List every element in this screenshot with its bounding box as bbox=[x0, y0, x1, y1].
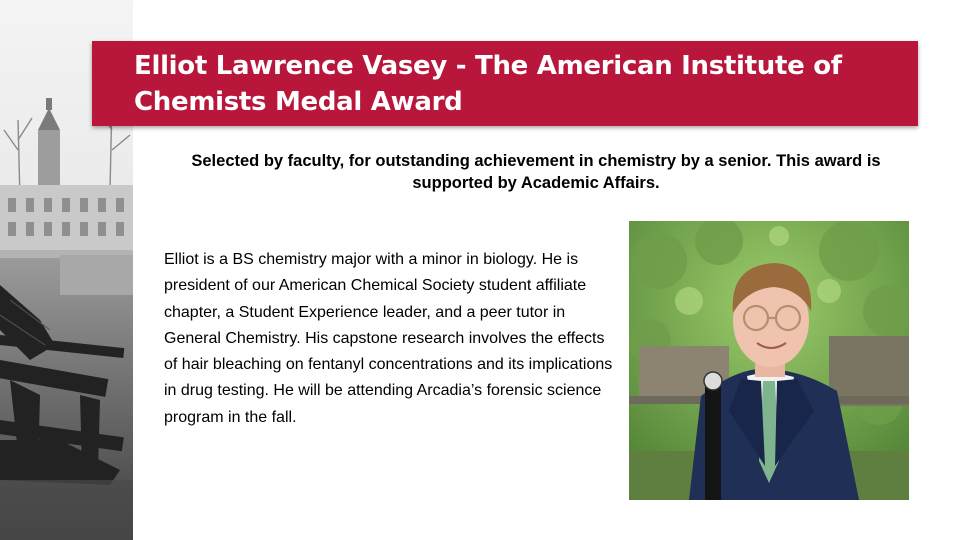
slide-title: Elliot Lawrence Vasey - The American Institute of Chemists Medal Award bbox=[134, 51, 842, 117]
student-portrait-photo bbox=[629, 221, 909, 500]
award-description: Selected by faculty, for outstanding achievement in chemistry by a senior. This award is supported by Academic Affairs. bbox=[191, 152, 881, 192]
title-banner bbox=[92, 41, 918, 126]
student-bio: Elliot is a BS chemistry major with a minor in biology. He is president of our American Chemical Society student affiliate chapter, a Student Experience leader, and a peer tutor in General Chemistry. His capstone research involves the effects of hair bleaching on fentanyl concentrations and its implications in drug testing. He will be attending Arcadia’s forensic science program in the fall. bbox=[164, 251, 613, 426]
